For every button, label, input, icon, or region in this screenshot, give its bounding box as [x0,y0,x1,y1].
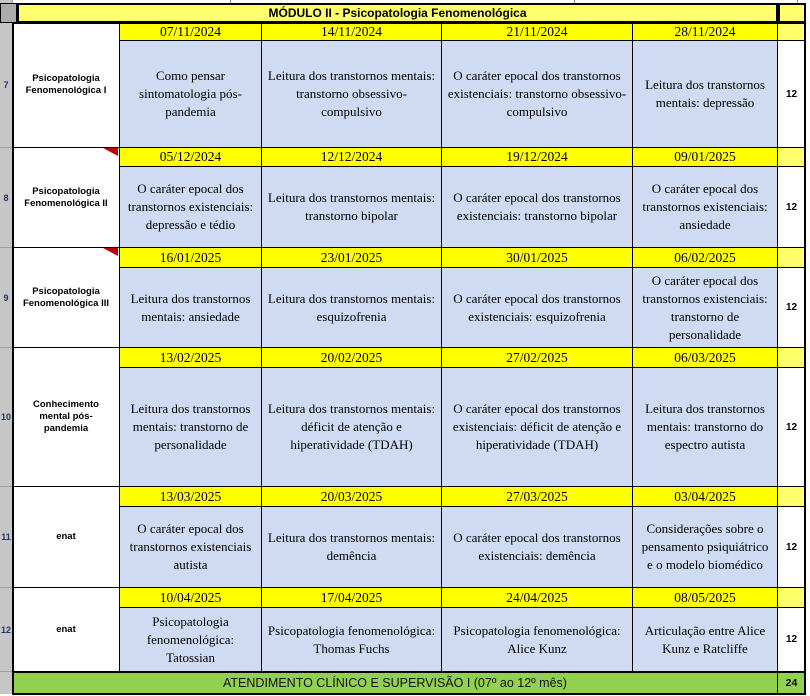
module-name-cell[interactable] [13,487,120,588]
module-hours[interactable]: 12 [778,167,805,248]
topic-text: Leitura dos transtornos mentais: déficit de atenção e hiperatividade (TDAH) [267,401,439,452]
topic-cell[interactable] [120,507,262,588]
date-cell[interactable]: 06/02/2025 [633,248,778,268]
date-cell[interactable]: 03/04/2025 [633,487,778,507]
topic-cell[interactable] [262,167,442,248]
date-cell[interactable]: 07/11/2024 [120,23,262,41]
topic-cell[interactable] [633,507,778,588]
module-band-11 [13,487,805,588]
comment-indicator-icon [103,248,118,256]
module-band-10 [13,348,805,487]
date-cell[interactable]: 20/03/2025 [262,487,442,507]
comment-indicator-icon [103,148,118,156]
week-grid [120,148,778,248]
topic-cell[interactable] [442,268,633,348]
topic-cell[interactable] [120,608,262,672]
date-cell[interactable]: 27/03/2025 [442,487,633,507]
hours-column [778,348,805,487]
schedule-table [13,23,805,672]
topic-cell[interactable] [633,608,778,672]
module-name: Psicopatologia Fenomenológica III [22,285,110,309]
module-name-cell[interactable] [13,23,120,148]
module-name-cell[interactable] [13,248,120,348]
date-cell[interactable]: 08/05/2025 [633,588,778,608]
topic-cell[interactable] [120,368,262,487]
topic-text: O caráter epocal dos transtornos existenciais: demência [453,530,624,563]
hours-column [778,23,805,148]
date-cell[interactable]: 10/04/2025 [120,588,262,608]
topic-text: Leitura dos transtornos mentais: esquizofrenia [267,290,439,324]
topic-text: Psicopatologia fenomenológica: Tatossian [146,613,238,665]
topic-cell[interactable] [633,268,778,348]
module-name-cell[interactable] [13,348,120,487]
row-number-7[interactable]: 7 [0,23,12,148]
module-band-8 [13,148,805,248]
module-hours[interactable]: 12 [778,608,805,672]
date-cell[interactable]: 05/12/2024 [120,148,262,167]
row-number-11[interactable]: 11 [0,487,12,588]
topic-cell[interactable] [262,41,442,148]
hours-stub-cell [778,148,805,167]
topic-cell[interactable] [262,268,442,348]
topic-cell[interactable] [262,608,442,672]
hours-column [778,588,805,672]
date-cell[interactable]: 28/11/2024 [633,23,778,41]
module-name-cell[interactable] [13,148,120,248]
module-name: Conhecimento mental pós-pandemia [33,399,99,434]
topic-text: Leitura dos transtornos mentais: depressão [645,77,769,110]
date-cell[interactable]: 16/01/2025 [120,248,262,268]
hours-stub-cell [778,23,805,41]
title-stub-cell [778,3,806,23]
topic-cell[interactable] [442,41,633,148]
topic-cell[interactable] [262,507,442,588]
topic-text: Como pensar sintomatologia pós-pandemia [139,68,242,119]
topic-text: Leitura dos transtornos mentais: transtorno obsessivo- compulsivo [267,68,439,119]
topic-cell[interactable] [120,41,262,148]
footer-row [13,672,805,694]
row-number-12[interactable]: 12 [0,588,12,672]
date-cell[interactable]: 14/11/2024 [262,23,442,41]
topic-text: Psicopatologia fenomenológica: Thomas Fuchs [267,622,439,656]
topic-text: O caráter epocal dos transtornos existenciais: transtorno bipolar [453,190,624,223]
module-name: enat [56,623,76,635]
topic-cell[interactable] [442,608,633,672]
topic-text: O caráter epocal dos transtornos existenciais: transtorno obsessivo-compulsivo [447,68,627,119]
module-hours[interactable]: 12 [778,507,805,588]
topic-cell[interactable] [633,41,778,148]
row-number-9[interactable]: 9 [0,248,12,348]
hours-stub-cell [778,588,805,608]
topic-cell[interactable] [442,507,633,588]
topic-cell[interactable] [262,368,442,487]
hours-column [778,487,805,588]
week-grid [120,487,778,588]
module-name: enat [56,531,76,542]
topic-text: O caráter epocal dos transtornos existenciais: depressão e tédio [127,181,257,232]
module-name: Psicopatologia Fenomenológica I [25,73,107,96]
date-cell[interactable]: 19/12/2024 [442,148,633,167]
topic-text: Psicopatologia fenomenológica: Alice Kunz [453,622,624,656]
corner-header-cell [0,3,17,23]
topic-text: Leitura dos transtornos mentais: ansiedade [130,290,254,324]
date-cell[interactable]: 13/02/2025 [120,348,262,368]
date-cell[interactable]: 21/11/2024 [442,23,633,41]
date-cell[interactable]: 06/03/2025 [633,348,778,368]
date-cell[interactable]: 23/01/2025 [262,248,442,268]
date-cell[interactable]: 13/03/2025 [120,487,262,507]
hours-stub-cell [778,248,805,268]
date-cell[interactable]: 20/02/2025 [262,348,442,368]
module-band-12 [13,588,805,672]
topic-text: Leitura dos transtornos mentais: transtorno de personalidade [130,401,254,452]
topic-text: O caráter epocal dos transtornos existenciais: transtorno de personalidade [642,272,771,342]
hours-stub-cell [778,487,805,507]
topic-cell[interactable] [442,167,633,248]
week-grid [120,248,778,348]
date-cell[interactable]: 17/04/2025 [262,588,442,608]
topic-text: O caráter epocal dos transtornos existenciais: esquizofrenia [453,290,624,324]
module-band-7 [13,23,805,148]
date-cell[interactable]: 30/01/2025 [442,248,633,268]
topic-text: Leitura dos transtornos mentais: transtorno bipolar [267,190,439,223]
module-title[interactable]: MÓDULO II - Psicopatologia Fenomenológica [17,3,778,23]
week-grid [120,23,778,148]
module-hours[interactable]: 12 [778,41,805,148]
module-hours[interactable]: 12 [778,268,805,348]
row-header-footer [0,672,12,694]
date-cell[interactable]: 27/02/2025 [442,348,633,368]
date-cell[interactable]: 09/01/2025 [633,148,778,167]
hours-column [778,148,805,248]
topic-text: O caráter epocal dos transtornos existenciais: ansiedade [642,181,771,232]
hours-column [778,248,805,348]
topic-cell[interactable] [633,368,778,487]
row-number-8[interactable]: 8 [0,148,12,248]
topic-text: Leitura dos transtornos mentais: transtorno do espectro autista [645,401,769,452]
topic-text: Considerações sobre o pensamento psiquiátrico e o modelo biomédico [641,521,772,572]
module-name-cell[interactable] [13,588,120,672]
topic-text: Articulação entre Alice Kunz e Ratcliffe [644,622,769,656]
topic-cell[interactable] [120,167,262,248]
topic-cell[interactable] [633,167,778,248]
row-number-10[interactable]: 10 [0,348,12,487]
topic-cell[interactable] [120,268,262,348]
footer-title[interactable]: ATENDIMENTO CLÍNICO E SUPERVISÃO I (07º ao 12º mês) [13,672,778,694]
module-hours[interactable]: 12 [778,368,805,487]
date-cell[interactable]: 12/12/2024 [262,148,442,167]
hours-stub-cell [778,348,805,368]
topic-cell[interactable] [442,368,633,487]
topic-text: Leitura dos transtornos mentais: demência [267,530,439,563]
week-grid [120,588,778,672]
row-header-column [0,0,13,694]
topic-text: O caráter epocal dos transtornos existenciais: déficit de atenção e hiperatividade (TDAH) [452,401,625,452]
module-name: Psicopatologia Fenomenológica II [24,185,108,209]
topic-text: O caráter epocal dos transtornos existenciais autista [129,521,255,572]
date-cell[interactable]: 24/04/2025 [442,588,633,608]
module-band-9 [13,248,805,348]
footer-hours[interactable]: 24 [778,672,805,694]
week-grid [120,348,778,487]
